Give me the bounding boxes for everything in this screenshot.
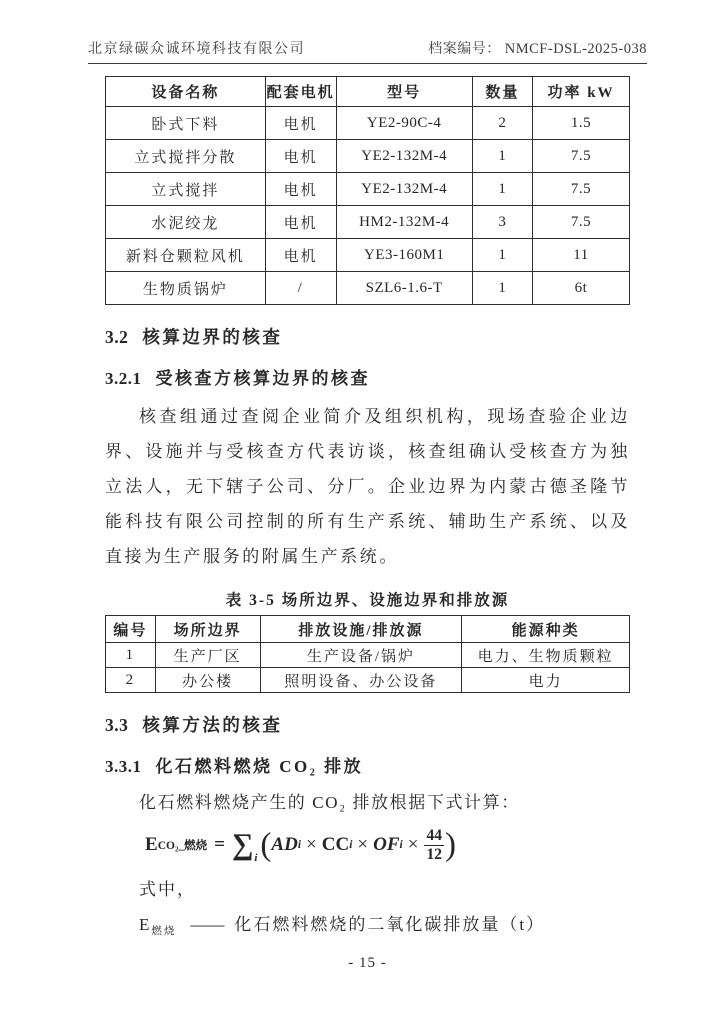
column-header: 场所边界 — [155, 616, 260, 643]
table-row — [106, 173, 630, 206]
header-company-name: 北京绿碳众诚环境科技有限公司 — [88, 42, 305, 57]
table-row — [106, 668, 630, 693]
fraction-numerator: 44 — [426, 827, 442, 844]
power-cell: 6t — [533, 272, 630, 305]
column-header: 型号 — [336, 77, 472, 107]
section-number: 3.3.1 — [105, 757, 142, 776]
page-number: - 15 - — [348, 955, 387, 971]
term-subscript: i — [349, 839, 353, 852]
section-number: 3.3 — [105, 715, 129, 735]
energy-type-cell: 电力 — [462, 668, 630, 693]
table-row — [106, 239, 630, 272]
summation-symbol: ∑ — [231, 828, 254, 862]
column-header: 设备名称 — [106, 77, 266, 107]
power-cell: 1.5 — [533, 107, 630, 140]
table-row — [106, 643, 630, 668]
site-boundary-cell: 生产厂区 — [155, 643, 260, 668]
model-cell: YE2-132M-4 — [336, 173, 472, 206]
motor-cell: 电机 — [265, 239, 336, 272]
quantity-cell: 1 — [472, 239, 532, 272]
multiply-sign: × — [357, 834, 369, 856]
column-header: 数量 — [472, 77, 532, 107]
emission-source-cell: 照明设备、办公设备 — [260, 668, 462, 693]
boundary-table — [105, 615, 630, 693]
section-number: 3.2.1 — [105, 369, 142, 388]
section-heading-3-3 — [105, 712, 630, 737]
equipment-table — [105, 76, 630, 305]
quantity-cell: 2 — [472, 107, 532, 140]
section-title: 化石燃料燃烧 CO₂ 排放 — [155, 757, 364, 776]
equipment-name-cell: 生物质锅炉 — [106, 272, 266, 305]
close-parenthesis: ) — [444, 826, 456, 863]
column-header: 能源种类 — [462, 616, 630, 643]
table-header-row — [106, 616, 630, 643]
column-header: 编号 — [106, 616, 156, 643]
motor-cell: / — [265, 272, 336, 305]
energy-type-cell: 电力、生物质颗粒 — [462, 643, 630, 668]
motor-cell: 电机 — [265, 173, 336, 206]
quantity-cell: 3 — [472, 206, 532, 239]
power-cell: 7.5 — [533, 140, 630, 173]
where-label: 式中， — [139, 879, 196, 899]
page-header — [88, 38, 647, 58]
co2-emission-formula — [145, 827, 630, 864]
section-title: 核算方法的核查 — [142, 715, 283, 735]
equipment-name-cell: 立式搅拌分散 — [106, 140, 266, 173]
table-3-5-caption: 表 3-5 场所边界、设施边界和排放源 — [225, 592, 510, 609]
column-header: 功率 kW — [533, 77, 630, 107]
section-title: 受核查方核算边界的核查 — [155, 369, 370, 388]
formula-intro-text: 化石燃料燃烧产生的 CO₂ 排放根据下式计算： — [139, 793, 520, 812]
index-cell: 1 — [106, 643, 156, 668]
model-cell: SZL6-1.6-T — [336, 272, 472, 305]
equipment-name-cell: 水泥绞龙 — [106, 206, 266, 239]
term-oxidation-factor: OF — [373, 834, 400, 856]
equipment-name-cell: 新料仓颗粒风机 — [106, 239, 266, 272]
power-cell: 7.5 — [533, 173, 630, 206]
symbol-definition-line — [105, 910, 630, 938]
file-number-label: 档案编号： — [428, 42, 501, 57]
section-heading-3-3-1 — [105, 752, 630, 777]
boundary-verification-paragraph: 核查组通过查阅企业简介及组织机构，现场查验企业边界、设施并与受核查方代表访谈，核查组确认受核查方为独立法人，无下辖子公司、分厂。企业边界为内蒙古德圣隆节能科技有限公司控制的所有生产系统、辅助生产系统、以及直接为生产服务的附属生产系统。 — [105, 407, 630, 566]
summation-index: i — [254, 851, 258, 864]
motor-cell: 电机 — [265, 107, 336, 140]
term-activity-data: AD — [271, 834, 298, 856]
definition-symbol-subscript: 燃烧 — [151, 925, 177, 937]
table-header-row — [106, 77, 630, 107]
definition-dash: —— — [190, 914, 225, 934]
quantity-cell: 1 — [472, 173, 532, 206]
table-row — [106, 140, 630, 173]
formula-lhs-subscript: CO₂_燃烧 — [157, 840, 208, 853]
formula-equals-sign: = — [214, 834, 225, 856]
definition-symbol: E — [139, 914, 152, 934]
motor-cell: 电机 — [265, 206, 336, 239]
model-cell: YE2-132M-4 — [336, 140, 472, 173]
column-header: 配套电机 — [265, 77, 336, 107]
section-number: 3.2 — [105, 327, 129, 347]
term-carbon-content: CC — [321, 834, 350, 856]
open-parenthesis: ( — [260, 826, 272, 863]
formula-lhs-base: E — [145, 834, 158, 856]
column-header: 排放设施/排放源 — [260, 616, 462, 643]
header-file-number-group — [428, 38, 647, 58]
section-title: 核算边界的核查 — [142, 327, 283, 347]
multiply-sign: × — [306, 834, 317, 856]
model-cell: YE3-160M1 — [336, 239, 472, 272]
power-cell: 11 — [533, 239, 630, 272]
header-rule — [88, 63, 647, 64]
file-number-value: NMCF-DSL-2025-038 — [504, 41, 647, 57]
quantity-cell: 1 — [472, 272, 532, 305]
section-heading-3-2 — [105, 324, 630, 349]
term-subscript: i — [297, 839, 302, 852]
table-row — [106, 206, 630, 239]
model-cell: YE2-90C-4 — [336, 107, 472, 140]
equipment-name-cell: 卧式下料 — [106, 107, 266, 140]
fraction-44-12 — [424, 827, 444, 864]
index-cell: 2 — [106, 668, 156, 693]
model-cell: HM2-132M-4 — [336, 206, 472, 239]
fraction-denominator: 12 — [426, 845, 442, 863]
table-row — [106, 272, 630, 305]
power-cell: 7.5 — [533, 206, 630, 239]
quantity-cell: 1 — [472, 140, 532, 173]
site-boundary-cell: 办公楼 — [155, 668, 260, 693]
definition-text: 化石燃料燃烧的二氧化碳排放量（t） — [234, 914, 546, 934]
section-heading-3-2-1 — [105, 364, 630, 389]
emission-source-cell: 生产设备/锅炉 — [260, 643, 462, 668]
term-subscript: i — [399, 839, 403, 852]
table-row — [106, 107, 630, 140]
motor-cell: 电机 — [265, 140, 336, 173]
equipment-name-cell: 立式搅拌 — [106, 173, 266, 206]
multiply-sign: × — [407, 834, 419, 856]
